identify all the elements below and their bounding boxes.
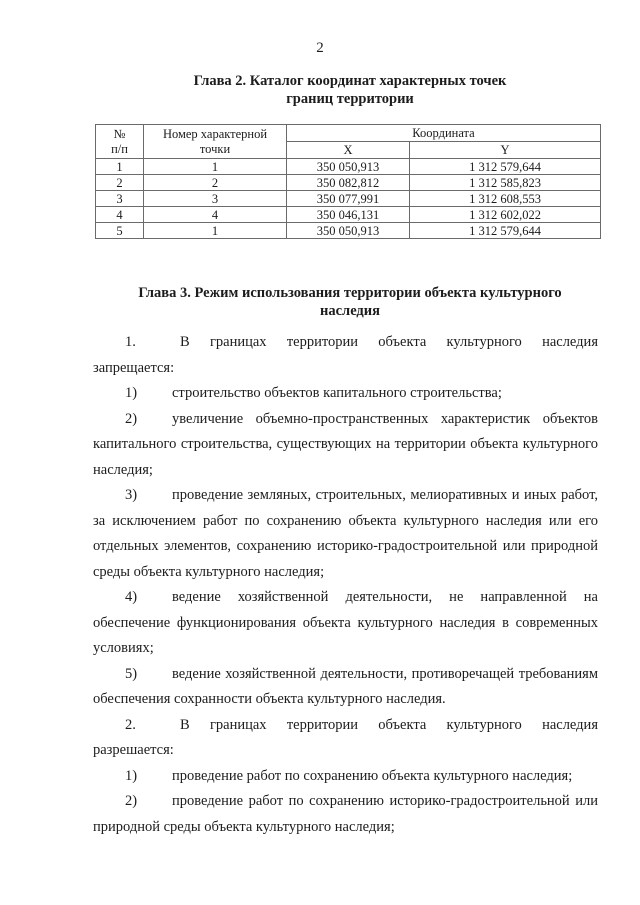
paragraph-1: 1. В границах территории объекта культурного наследия запрещается: <box>93 334 598 376</box>
list-item-1-4: 4) ведение хозяйственной деятельности, не направленной на обеспечение функционирования объекта культурного наследия в современных условиях; <box>93 589 598 656</box>
table-row <box>96 223 601 239</box>
header-x: X <box>287 142 410 159</box>
cell-x: 350 046,131 <box>287 207 410 223</box>
chapter-3-title-line2: наследия <box>320 303 380 319</box>
cell-num: 1 <box>96 159 144 175</box>
coordinates-table <box>95 124 601 239</box>
cell-x: 350 050,913 <box>287 223 410 239</box>
list-item-1-1: 1) строительство объектов капитального строительства; <box>125 385 502 401</box>
chapter-2-heading <box>90 72 610 108</box>
list-item-2-1: 1) проведение работ по сохранению объекта культурного наследия; <box>125 767 573 784</box>
table-row <box>96 175 601 191</box>
page-number: 2 <box>316 40 324 56</box>
cell-x: 350 082,812 <box>287 175 410 191</box>
cell-y: 1 312 579,644 <box>410 159 601 175</box>
cell-x: 350 050,913 <box>287 159 410 175</box>
cell-point: 2 <box>144 175 287 191</box>
paragraph-2: 2. В границах территории объекта культурного наследия разрешается: <box>93 716 598 758</box>
cell-point: 4 <box>144 207 287 223</box>
header-coordinate: Координата <box>287 125 601 142</box>
table-row <box>96 191 601 207</box>
chapter-3-body <box>93 330 598 840</box>
cell-point: 1 <box>144 223 287 239</box>
list-item-1-3: 3) проведение земляных, строительных, мелиоративных и иных работ, за исключением работ по сохранению объекта культурного наследия или его отдельных элементов, сохранению историко-градостроительной или природной среды объекта культурного наследия; <box>93 487 598 580</box>
table-row <box>96 207 601 223</box>
cell-point: 1 <box>144 159 287 175</box>
header-y: Y <box>410 142 601 159</box>
list-item-1-2: 2) увеличение объемно-пространственных характеристик объектов капитального строительства, существующих на территории объекта культурного наследия; <box>93 410 598 478</box>
list-item-1-5: 5) ведение хозяйственной деятельности, противоречащей требованиям обеспечения сохранности объекта культурного наследия. <box>93 665 598 707</box>
header-num: № п/п <box>96 125 144 159</box>
cell-y: 1 312 602,022 <box>410 207 601 223</box>
cell-x: 350 077,991 <box>287 191 410 207</box>
table-header-row <box>96 125 601 142</box>
chapter-3-title-line1: Глава 3. Режим использования территории объекта культурного <box>138 285 562 301</box>
cell-num: 4 <box>96 207 144 223</box>
cell-y: 1 312 579,644 <box>410 223 601 239</box>
chapter-2-title-line2: границ территории <box>286 91 414 107</box>
table-row <box>96 159 601 175</box>
cell-num: 5 <box>96 223 144 239</box>
chapter-3-heading <box>90 284 610 320</box>
header-point: Номер характерной точки <box>144 125 287 159</box>
list-item-2-2: 2) проведение работ по сохранению историко-градостроительной или природной среды объекта культурного наследия; <box>93 793 598 835</box>
cell-y: 1 312 585,823 <box>410 175 601 191</box>
cell-point: 3 <box>144 191 287 207</box>
cell-num: 3 <box>96 191 144 207</box>
cell-num: 2 <box>96 175 144 191</box>
cell-y: 1 312 608,553 <box>410 191 601 207</box>
chapter-2-title-line1: Глава 2. Каталог координат характерных точек <box>193 73 507 89</box>
